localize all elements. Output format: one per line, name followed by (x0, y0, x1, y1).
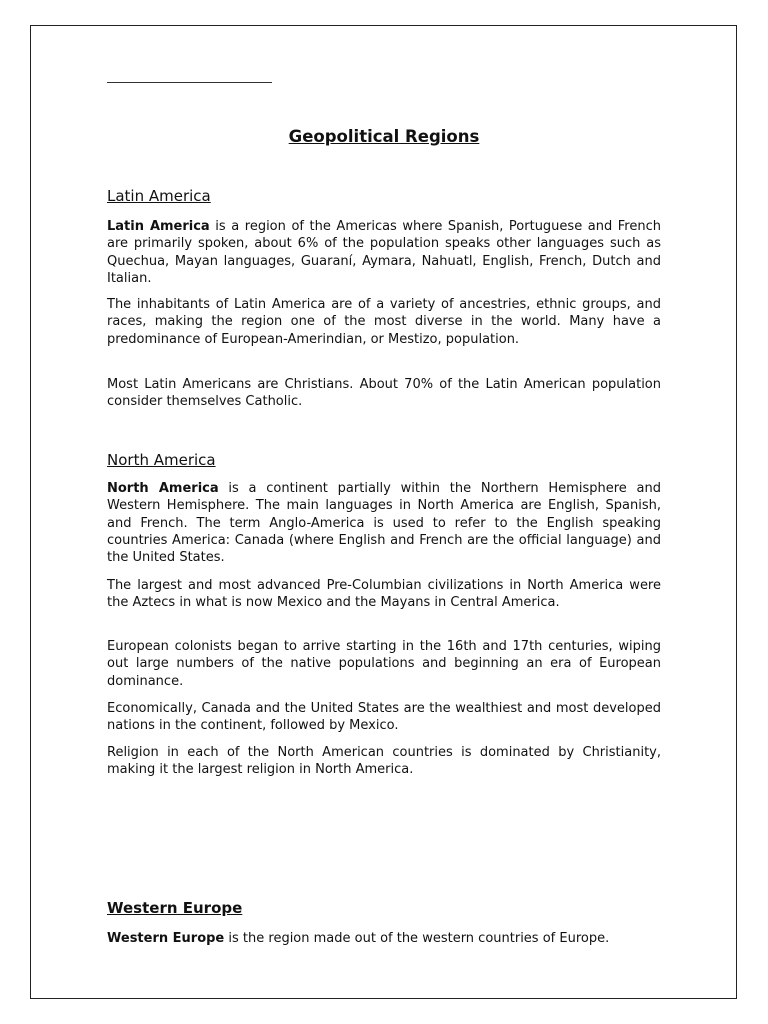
heading-western-europe: Western Europe (107, 899, 243, 917)
latin-america-paragraph-2: The inhabitants of Latin America are of a variety of ancestries, ethnic groups, and races, making the region one of the most diverse in the world. Many have a predominance of European-Amerindian, or Mestizo, population. (107, 297, 661, 347)
name-blank-line (107, 82, 272, 83)
latin-america-paragraph-1 (107, 218, 661, 287)
heading-north-america: North America (107, 451, 216, 469)
heading-latin-america: Latin America (107, 187, 211, 205)
page-title: Geopolitical Regions (288, 127, 480, 146)
north-america-paragraph-4: Economically, Canada and the United States are the wealthiest and most developed nations in the continent, followed by Mexico. (107, 701, 661, 734)
north-america-paragraph-3: European colonists began to arrive starting in the 16th and 17th centuries, wiping out large numbers of the native populations and beginning an era of European dominance. (107, 639, 661, 689)
term-western-europe: Western Europe (107, 931, 225, 946)
western-europe-paragraph-1 (107, 930, 661, 947)
latin-america-paragraph-1-text: is a region of the Americas where Spanish, Portuguese and French are primarily spoken, about 6% of the population speaks other languages such as Quechua, Mayan languages, Guaraní, Aymara, Nahuatl, English, French, Dutch and Italian. (107, 219, 661, 286)
north-america-paragraph-2: The largest and most advanced Pre-Columbian civilizations in North America were the Aztecs in what is now Mexico and the Mayans in Central America. (107, 578, 661, 611)
latin-america-paragraph-3: Most Latin Americans are Christians. About 70% of the Latin American population consider themselves Catholic. (107, 377, 661, 410)
western-europe-paragraph-1-text: is the region made out of the western countries of Europe. (224, 931, 610, 946)
north-america-paragraph-1 (107, 480, 661, 566)
north-america-paragraph-5: Religion in each of the North American countries is dominated by Christianity, making it the largest religion in North America. (107, 745, 661, 778)
term-latin-america: Latin America (107, 219, 210, 234)
term-north-america: North America (107, 481, 219, 496)
north-america-paragraph-1-text: is a continent partially within the Northern Hemisphere and Western Hemisphere. The main languages in North America are English, Spanish, and French. The term Anglo-America is used to refer to the English speaking countries America: Canada (where English and French are the official language) and the United States. (107, 481, 661, 566)
